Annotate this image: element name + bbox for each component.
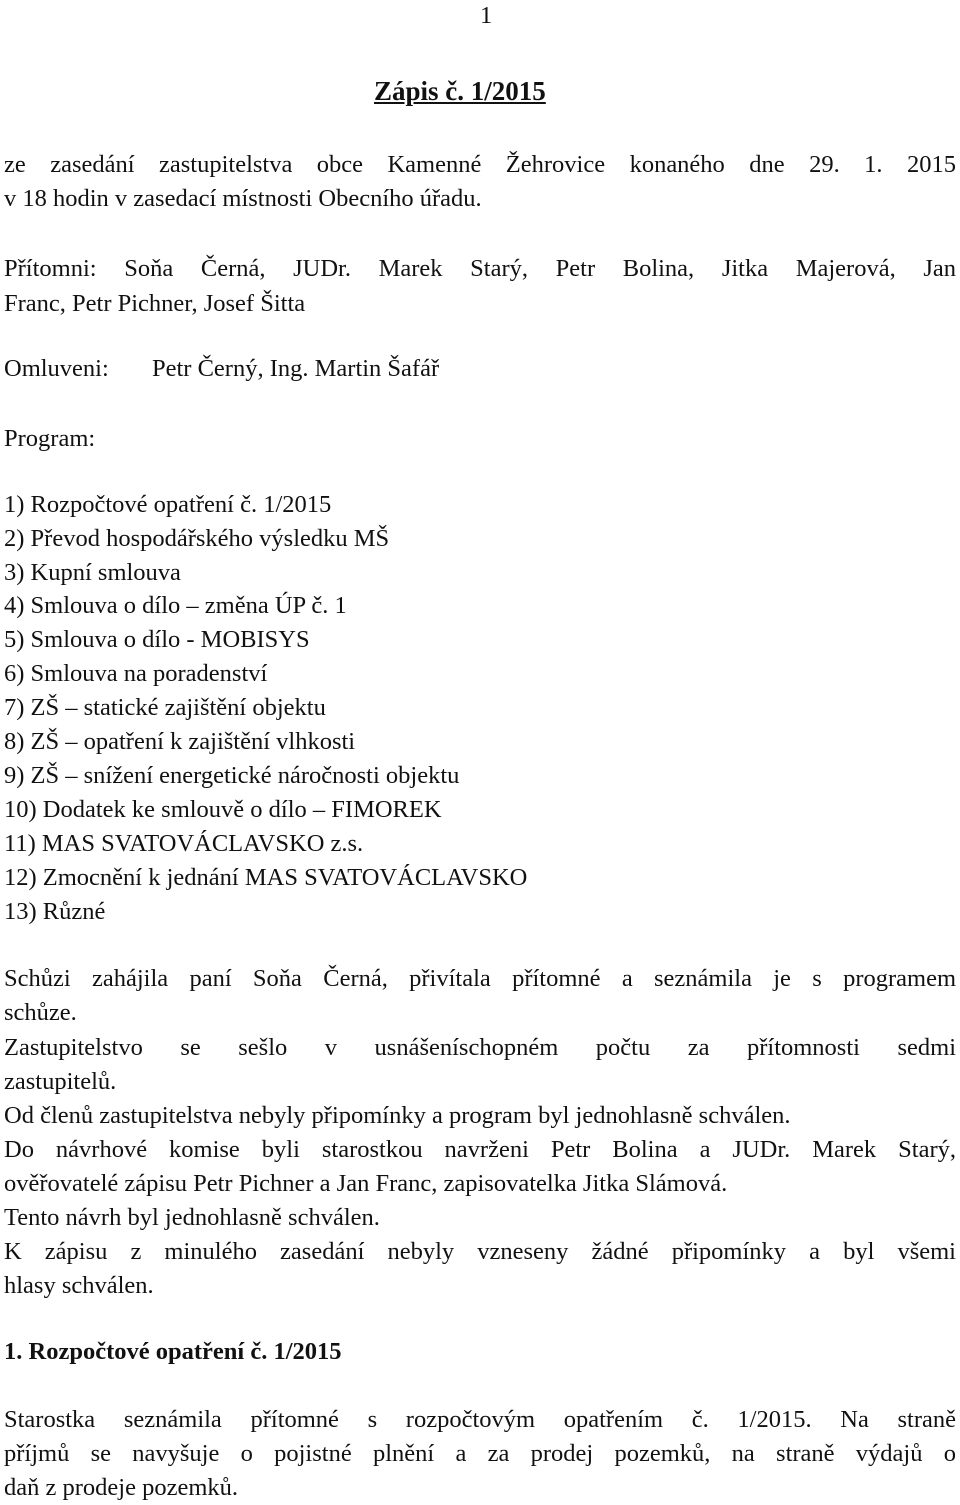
- program-item: 11) MAS SVATOVÁCLAVSKO z.s.: [4, 830, 364, 857]
- excused-names: Petr Černý, Ing. Martin Šafář: [152, 355, 440, 382]
- body-line: Do návrhové komise byli starostkou navrženi Petr Bolina a JUDr. Marek Starý,: [4, 1136, 956, 1163]
- program-item: 3) Kupní smlouva: [4, 559, 181, 586]
- page-number: 1: [480, 2, 493, 29]
- program-item: 7) ZŠ – statické zajištění objektu: [4, 694, 326, 721]
- section-line: Starostka seznámila přítomné s rozpočtovým opatřením č. 1/2015. Na straně: [4, 1406, 956, 1433]
- program-item: 9) ZŠ – snížení energetické náročnosti objektu: [4, 762, 460, 789]
- intro-line: v 18 hodin v zasedací místnosti Obecního úřadu.: [4, 185, 482, 212]
- body-line: K zápisu z minulého zasedání nebyly vzneseny žádné připomínky a byl všemi: [4, 1238, 956, 1265]
- section-line: daň z prodeje pozemků.: [4, 1474, 239, 1501]
- present-names: Soňa Černá, JUDr. Marek Starý, Petr Bolina, Jitka Majerová, Jan: [124, 255, 957, 282]
- section-line: příjmů se navyšuje o pojistné plnění a za prodej pozemků, na straně výdajů o: [4, 1440, 956, 1467]
- intro-line: ze zasedání zastupitelstva obce Kamenné Žehrovice konaného dne 29. 1. 2015: [4, 151, 956, 178]
- body-line: Od členů zastupitelstva nebyly připomínky a program byl jednohlasně schválen.: [4, 1102, 791, 1129]
- excused-label: Omluveni:: [4, 355, 109, 382]
- program-item: 13) Různé: [4, 898, 106, 925]
- section-heading: 1. Rozpočtové opatření č. 1/2015: [4, 1338, 342, 1365]
- program-item: 2) Převod hospodářského výsledku MŠ: [4, 525, 390, 552]
- program-item: 10) Dodatek ke smlouvě o dílo – FIMOREK: [4, 796, 442, 823]
- body-line: ověřovatelé zápisu Petr Pichner a Jan Franc, zapisovatelka Jitka Slámová.: [4, 1170, 728, 1197]
- body-line: Schůzi zahájila paní Soňa Černá, přivítala přítomné a seznámila je s programem: [4, 965, 956, 992]
- present-label: Přítomni:: [4, 255, 97, 282]
- document-title: Zápis č. 1/2015: [374, 76, 546, 106]
- program-item: 8) ZŠ – opatření k zajištění vlhkosti: [4, 728, 356, 755]
- program-label: Program:: [4, 425, 96, 452]
- body-line: hlasy schválen.: [4, 1272, 154, 1299]
- program-item: 1) Rozpočtové opatření č. 1/2015: [4, 491, 332, 518]
- program-item: 4) Smlouva o dílo – změna ÚP č. 1: [4, 592, 347, 619]
- present-names-continued: Franc, Petr Pichner, Josef Šitta: [4, 290, 306, 317]
- present-line: [4, 255, 956, 283]
- program-item: 12) Zmocnění k jednání MAS SVATOVÁCLAVSKO: [4, 864, 528, 891]
- body-line: zastupitelů.: [4, 1068, 117, 1095]
- body-line: Zastupitelstvo se sešlo v usnášeníschopném počtu za přítomnosti sedmi: [4, 1034, 956, 1061]
- body-line: schůze.: [4, 999, 77, 1026]
- body-line: Tento návrh byl jednohlasně schválen.: [4, 1204, 380, 1231]
- program-item: 5) Smlouva o dílo - MOBISYS: [4, 626, 310, 653]
- excused-line: [4, 355, 439, 383]
- program-item: 6) Smlouva na poradenství: [4, 660, 268, 687]
